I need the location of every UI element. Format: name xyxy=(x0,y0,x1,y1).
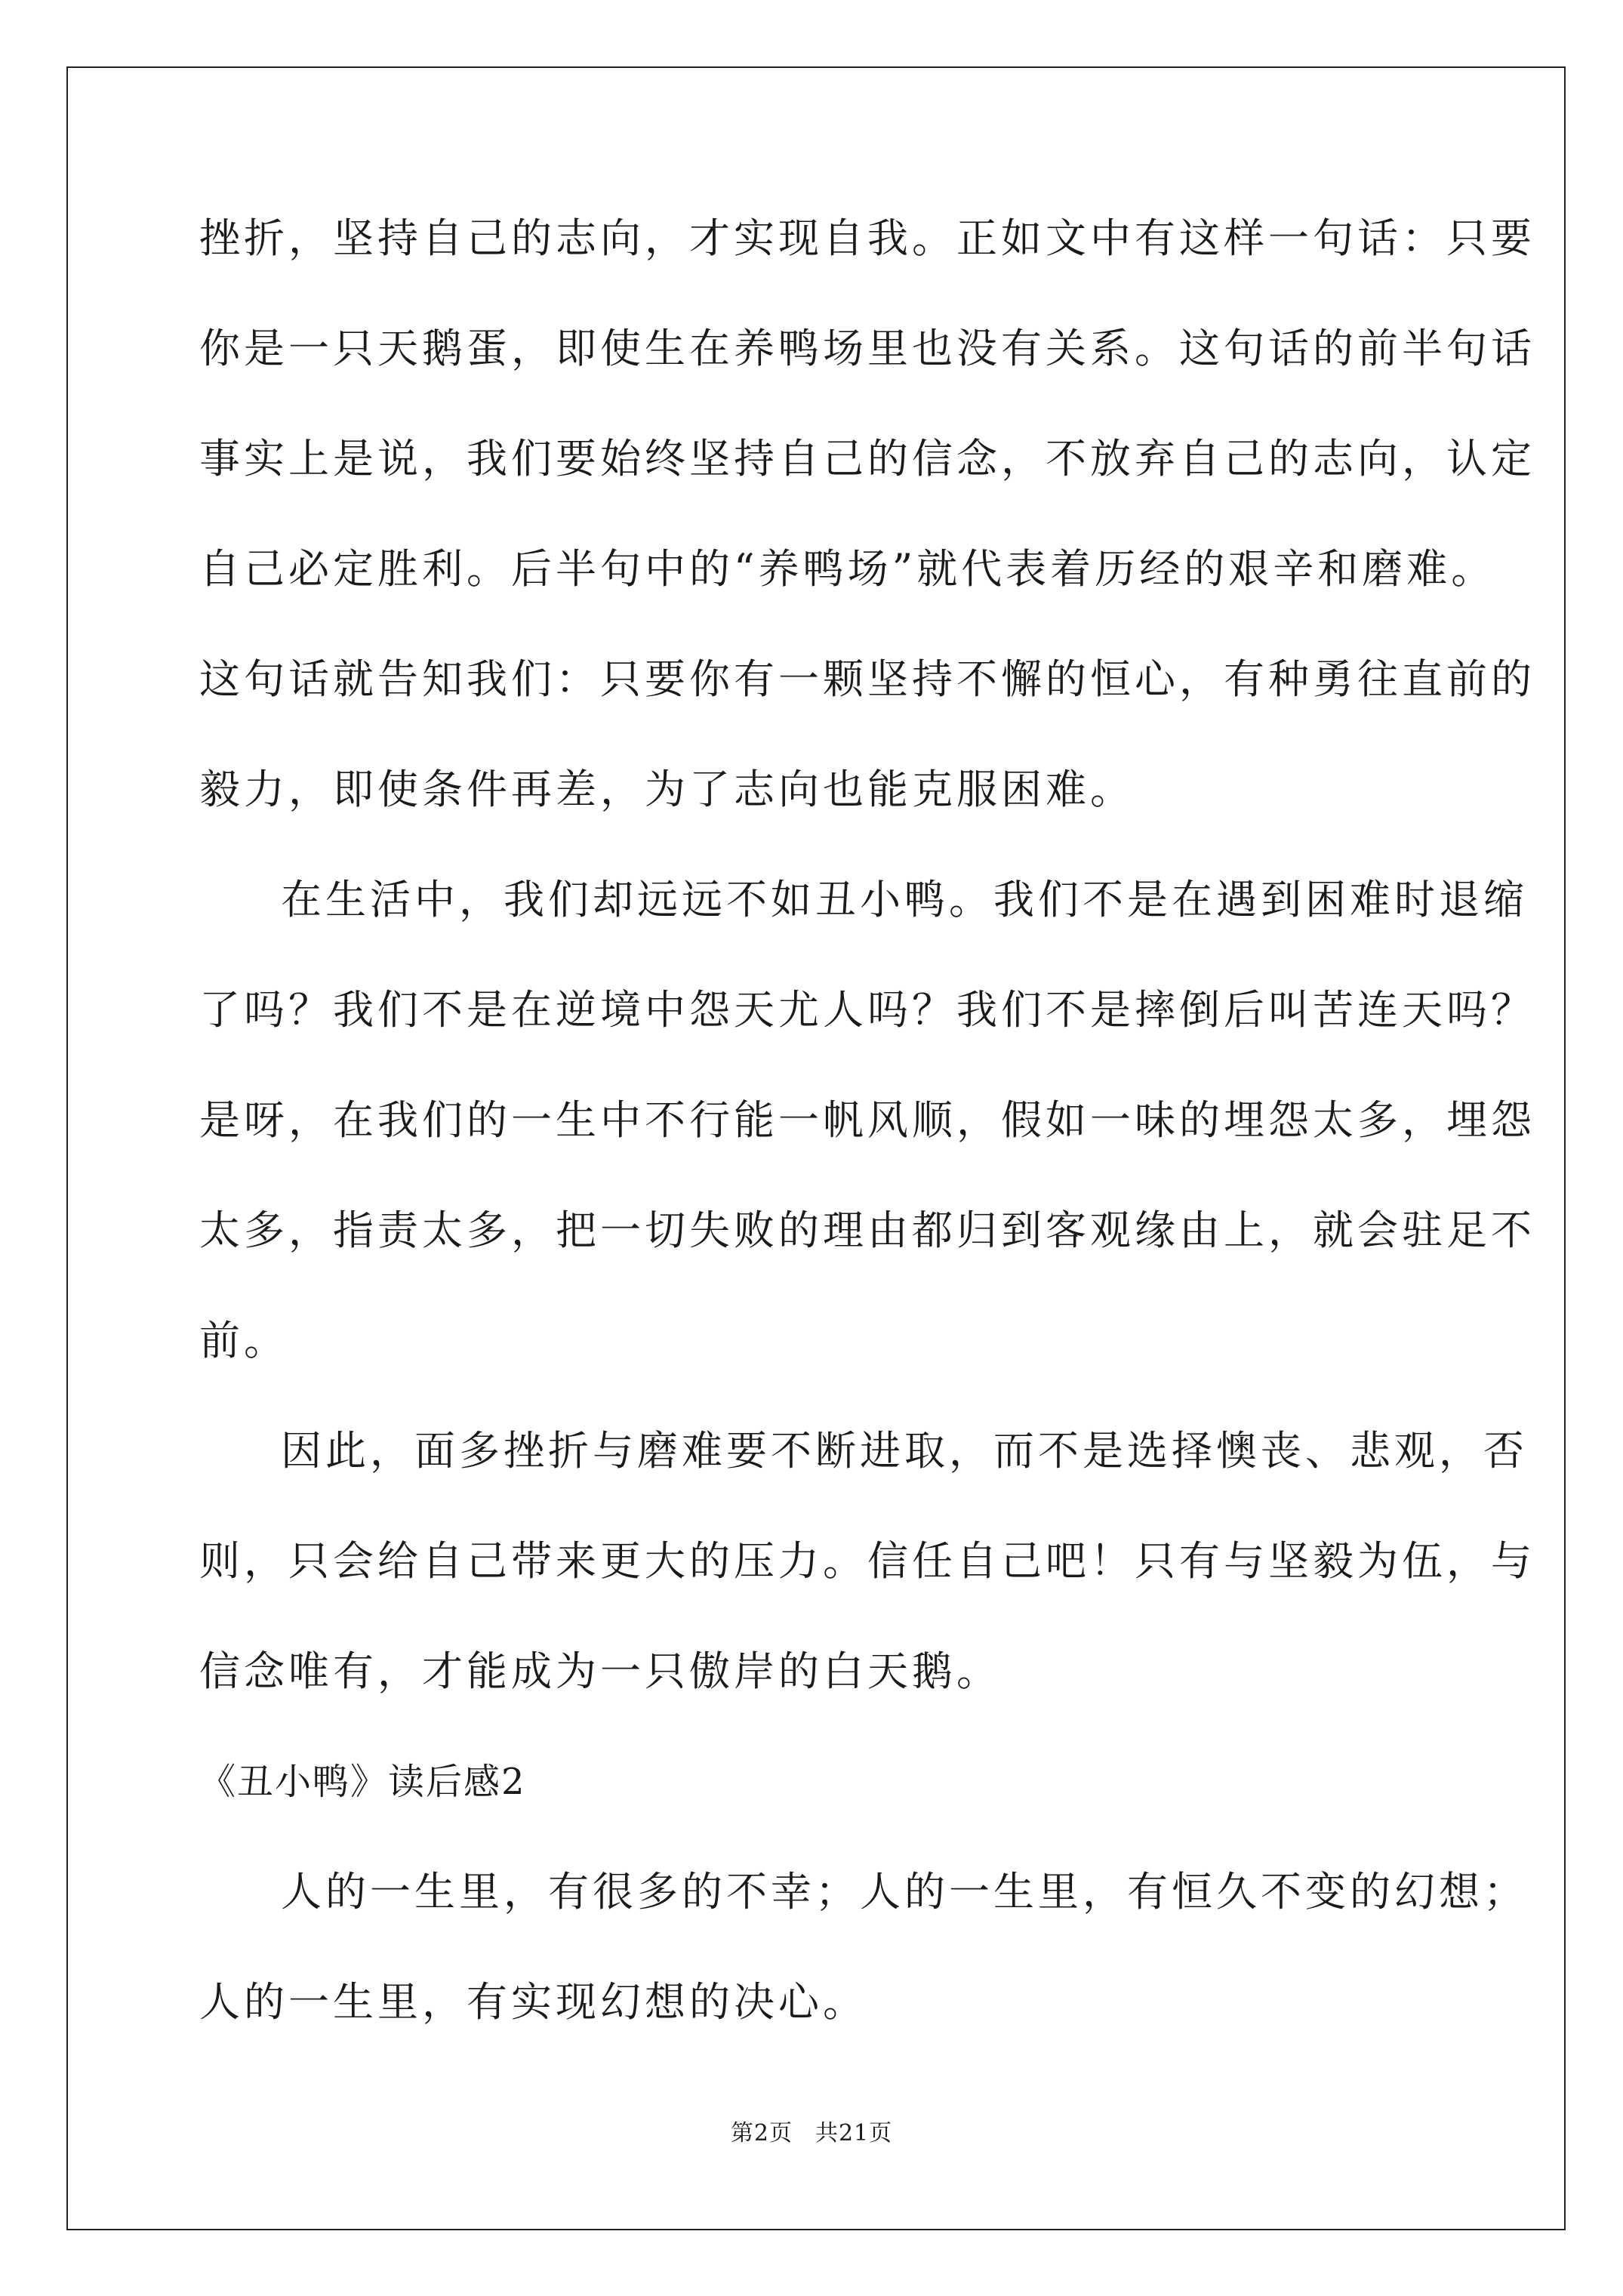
text-line: 信念唯有，才能成为一只傲岸的白天鹅。 xyxy=(199,1647,1001,1695)
text-line: 太多，指责太多，把一切失败的理由都归到客观缘由上，就会驻足不 xyxy=(199,1207,1535,1254)
text-line: 这句话就告知我们：只要你有一颗坚持不懈的恒心，有种勇往直前的 xyxy=(199,655,1535,703)
text-line: 了吗？我们不是在逆境中怨天尤人吗？我们不是摔倒后叫苦连天吗？ xyxy=(199,986,1535,1034)
text-line: 是呀，在我们的一生中不行能一帆风顺，假如一味的埋怨太多，埋怨 xyxy=(199,1096,1535,1144)
text-line: 毅力，即使条件再差，为了志向也能克服困难。 xyxy=(199,766,1135,813)
page-total: 共21页 xyxy=(815,2120,893,2147)
text-line: 事实上是说，我们要始终坚持自己的信念，不放弃自己的志向，认定 xyxy=(199,435,1535,482)
text-line: 自己必定胜利。后半句中的“养鸭场”就代表着历经的艰辛和磨难。 xyxy=(199,545,1496,593)
text-line: 你是一只天鹅蛋，即使生在养鸭场里也没有关系。这句话的前半句话 xyxy=(199,325,1535,372)
text-line: 在生活中，我们却远远不如丑小鸭。我们不是在遇到困难时退缩 xyxy=(281,876,1528,923)
text-line: 前。 xyxy=(199,1317,288,1364)
page-number: 第2页 xyxy=(730,2120,793,2147)
text-line: 则，只会给自己带来更大的压力。信任自己吧！只有与坚毅为伍，与 xyxy=(199,1537,1535,1585)
document-body xyxy=(199,204,1535,2078)
text-line: 挫折，坚持自己的志向，才实现自我。正如文中有这样一句话：只要 xyxy=(199,214,1535,262)
text-line: 人的一生里，有实现幻想的决心。 xyxy=(199,1978,867,2026)
text-line: 人的一生里，有很多的不幸；人的一生里，有恒久不变的幻想； xyxy=(281,1868,1528,1915)
page-footer xyxy=(0,2114,1623,2147)
text-line: 因此，面多挫折与磨难要不断进取，而不是选择懊丧、悲观，否 xyxy=(281,1427,1528,1475)
section-heading: 《丑小鸭》读后感2 xyxy=(199,1761,526,1803)
